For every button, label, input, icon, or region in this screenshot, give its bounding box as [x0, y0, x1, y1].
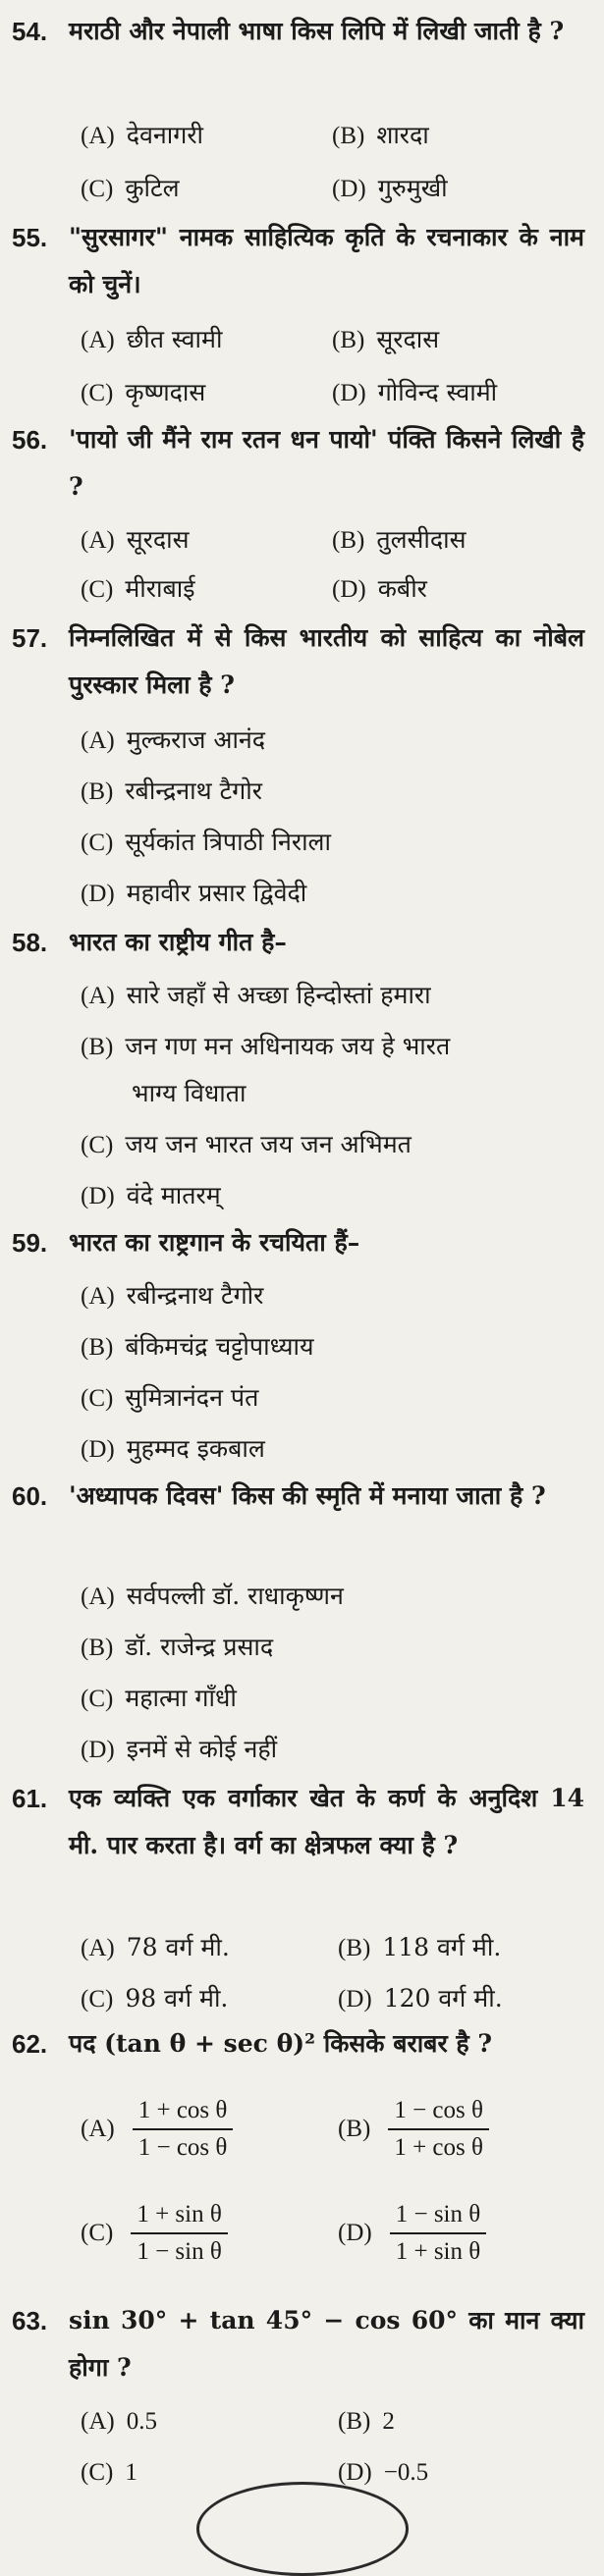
- option-b[interactable]: (B) डॉ. राजेन्द्र प्रसाद: [81, 1633, 274, 1661]
- option-row: [81, 1571, 591, 1622]
- option-c[interactable]: (C) सूर्यकांत त्रिपाठी निराला: [81, 828, 331, 856]
- option-a[interactable]: (A) 0.5: [81, 2408, 157, 2435]
- option-d[interactable]: (D) −0.5: [338, 2459, 429, 2486]
- option-c[interactable]: (C) $\frac{\text{1 + sin θ}}{\text{1 − sin θ}}$: [81, 2189, 228, 2278]
- option-row: [81, 1372, 591, 1423]
- option-b[interactable]: (B) $\frac{\text{1 − cos θ}}{\text{1 + cos θ}}$: [338, 2085, 489, 2174]
- option-row: [81, 1973, 591, 2024]
- option-row: [81, 2085, 591, 2174]
- option-b[interactable]: (B) सूरदास: [332, 325, 440, 353]
- question-number: 58.: [12, 928, 48, 957]
- question-text: sin 30° + tan 45° − cos 60° का मान क्या होगा ?: [69, 2306, 584, 2382]
- option-d[interactable]: (D) गुरुमुखी: [332, 174, 448, 202]
- option-row: [81, 163, 591, 214]
- option-a[interactable]: (A) देवनागरी: [81, 121, 204, 149]
- option-a[interactable]: (A) छीत स्वामी: [81, 325, 223, 353]
- question-text: मराठी और नेपाली भाषा किस लिपि में लिखी जाती है ?: [69, 17, 565, 45]
- option-d[interactable]: (D) इनमें से कोई नहीं: [81, 1735, 278, 1763]
- option-row: [81, 868, 591, 919]
- option-b[interactable]: (B) रबीन्द्रनाथ टैगोर: [81, 777, 262, 805]
- question-number: 63.: [12, 2306, 48, 2335]
- option-b-continuation: भाग्य विधाता: [132, 1079, 247, 1107]
- question-text: भारत का राष्ट्रगान के रचयिता हैं–: [69, 1228, 360, 1257]
- fraction: $\frac{\text{1 + sin θ}}{\text{1 − sin θ}}$: [131, 2197, 228, 2270]
- question-text: पद (tan θ + sec θ)² किसके बराबर है ?: [69, 2029, 493, 2058]
- option-row: [81, 1119, 591, 1170]
- stamp-outline: [196, 2482, 409, 2576]
- option-row: [81, 766, 591, 817]
- question-number: 62.: [12, 2029, 48, 2059]
- option-row: [81, 1622, 591, 1673]
- question-number: 56.: [12, 425, 48, 455]
- option-c[interactable]: (C) महात्मा गाँधी: [81, 1684, 237, 1712]
- option-a[interactable]: (A) सारे जहाँ से अच्छा हिन्दोस्तां हमारा: [81, 981, 431, 1009]
- option-row: [81, 1321, 591, 1372]
- question-text: निम्नलिखित में से किस भारतीय को साहित्य का नोबेल पुरस्कार मिला है ?: [69, 623, 584, 699]
- question-number: 55.: [12, 223, 48, 252]
- option-c[interactable]: (C) मीराबाई: [81, 574, 195, 603]
- question-54: [0, 8, 604, 55]
- option-row: [81, 2395, 591, 2446]
- option-c[interactable]: (C) कृष्णदास: [81, 378, 206, 406]
- option-row: [81, 715, 591, 766]
- option-c[interactable]: (C) सुमित्रानंदन पंत: [81, 1383, 259, 1412]
- option-row: [81, 2189, 591, 2278]
- option-c[interactable]: (C) कुटिल: [81, 174, 180, 202]
- question-number: 61.: [12, 1784, 48, 1813]
- option-row: [81, 314, 591, 365]
- fraction: $\frac{\text{1 − sin θ}}{\text{1 + sin θ}}$: [390, 2197, 487, 2270]
- question-number: 60.: [12, 1481, 48, 1511]
- option-row: [81, 1673, 591, 1724]
- option-row: [81, 1922, 591, 1973]
- question-56: [0, 416, 604, 510]
- question-62: [0, 2020, 604, 2067]
- option-row: [81, 1423, 591, 1475]
- question-63: [0, 2297, 604, 2391]
- question-number: 54.: [12, 17, 48, 46]
- option-d[interactable]: (D) गोविन्द स्वामी: [332, 378, 498, 406]
- option-d[interactable]: (D) महावीर प्रसार द्विवेदी: [81, 879, 307, 907]
- option-d[interactable]: (D) कबीर: [332, 574, 427, 603]
- option-b[interactable]: (B) बंकिमचंद्र चट्टोपाध्याय: [81, 1332, 314, 1361]
- question-text: भारत का राष्ट्रीय गीत है–: [69, 928, 287, 956]
- question-number: 57.: [12, 623, 48, 653]
- option-b[interactable]: (B) 118 वर्ग मी.: [338, 1933, 502, 1961]
- option-d[interactable]: (D) 120 वर्ग मी.: [338, 1984, 503, 2012]
- option-a[interactable]: (A) $\frac{\text{1 + cos θ}}{\text{1 − cos θ}}$: [81, 2085, 233, 2174]
- option-d[interactable]: (D) वंदे मातरम्: [81, 1181, 221, 1209]
- question-55: [0, 214, 604, 308]
- fraction: $\frac{\text{1 + cos θ}}{\text{1 − cos θ}}$: [133, 2093, 234, 2166]
- option-row: [81, 564, 591, 615]
- question-text: एक व्यक्ति एक वर्गाकार खेत के कर्ण के अनुदिश 14 मी. पार करता है। वर्ग का क्षेत्रफल क्या है ?: [69, 1784, 584, 1859]
- question-59: [0, 1219, 604, 1266]
- option-row: [81, 1270, 591, 1321]
- option-c[interactable]: (C) जय जन भारत जय जन अभिमत: [81, 1130, 412, 1158]
- option-row: [81, 514, 591, 565]
- question-60: [0, 1473, 604, 1520]
- fraction: $\frac{\text{1 − cos θ}}{\text{1 + cos θ}}$: [388, 2093, 489, 2166]
- question-57: [0, 615, 604, 709]
- question-number: 59.: [12, 1228, 48, 1258]
- option-b[interactable]: (B) तुलसीदास: [332, 525, 467, 554]
- question-61: [0, 1775, 604, 1869]
- option-d[interactable]: (D) $\frac{\text{1 − sin θ}}{\text{1 + sin θ}}$: [338, 2189, 486, 2278]
- option-a[interactable]: (A) रबीन्द्रनाथ टैगोर: [81, 1281, 264, 1310]
- option-c[interactable]: (C) 98 वर्ग मी.: [81, 1984, 229, 2012]
- question-text: 'पायो जी मैंने राम रतन धन पायो' पंक्ति किसने लिखी है ?: [69, 425, 584, 501]
- question-text: "सुरसागर" नामक साहित्यिक कृति के रचनाकार के नाम को चुनें।: [69, 223, 584, 298]
- option-a[interactable]: (A) मुल्कराज आनंद: [81, 725, 266, 754]
- question-58: [0, 919, 604, 966]
- option-a[interactable]: (A) 78 वर्ग मी.: [81, 1933, 230, 1961]
- option-row: [81, 970, 591, 1021]
- option-row: [81, 817, 591, 868]
- option-row: [81, 1170, 591, 1221]
- option-row: [81, 1021, 591, 1072]
- option-row: [81, 110, 591, 161]
- option-c[interactable]: (C) 1: [81, 2459, 137, 2486]
- option-b[interactable]: (B) शारदा: [332, 121, 429, 149]
- option-b[interactable]: (B) जन गण मन अधिनायक जय हे भारत: [81, 1032, 451, 1060]
- option-row: [81, 1724, 591, 1775]
- option-a[interactable]: (A) सूरदास: [81, 525, 190, 554]
- option-d[interactable]: (D) मुहम्मद इकबाल: [81, 1434, 265, 1463]
- option-a[interactable]: (A) सर्वपल्ली डॉ. राधाकृष्णन: [81, 1582, 344, 1610]
- question-text: 'अध्यापक दिवस' किस की स्मृति में मनाया जाता है ?: [69, 1481, 546, 1510]
- option-b[interactable]: (B) 2: [338, 2408, 395, 2435]
- option-row: [81, 367, 591, 418]
